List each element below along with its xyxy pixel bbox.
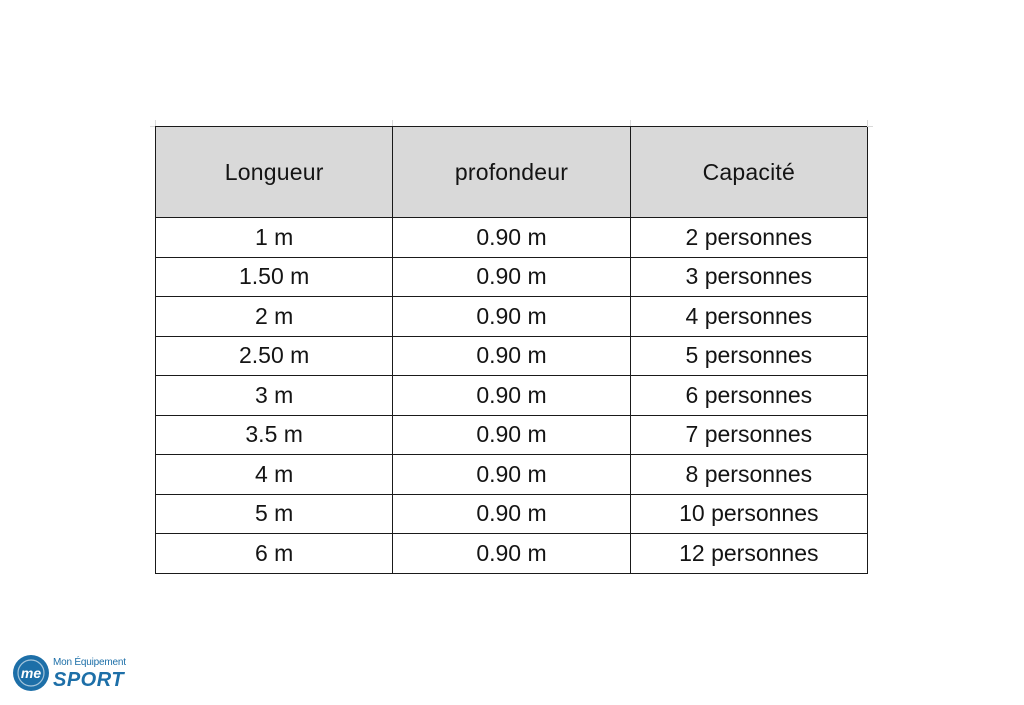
- cell-depth: 0.90 m: [393, 297, 630, 337]
- cell-depth: 0.90 m: [393, 218, 630, 258]
- cell-length: 3 m: [156, 376, 393, 416]
- cell-length: 1.50 m: [156, 257, 393, 297]
- table-row: [156, 218, 868, 258]
- cell-depth: 0.90 m: [393, 455, 630, 495]
- capacity-table-wrapper: [155, 126, 867, 574]
- cell-capacity: 6 personnes: [630, 376, 867, 416]
- gridline-stub: [155, 120, 156, 126]
- table-row: [156, 376, 868, 416]
- table-row: [156, 534, 868, 574]
- cell-capacity: 5 personnes: [630, 336, 867, 376]
- table-header-row: [156, 127, 868, 218]
- cell-capacity: 4 personnes: [630, 297, 867, 337]
- gridline-stub: [630, 120, 631, 126]
- cell-length: 5 m: [156, 494, 393, 534]
- cell-depth: 0.90 m: [393, 415, 630, 455]
- cell-capacity: 3 personnes: [630, 257, 867, 297]
- cell-capacity: 2 personnes: [630, 218, 867, 258]
- gridline-stub: [867, 120, 868, 126]
- cell-depth: 0.90 m: [393, 534, 630, 574]
- capacity-table: [155, 126, 868, 574]
- table-row: [156, 455, 868, 495]
- cell-length: 4 m: [156, 455, 393, 495]
- brand-tagline: Mon Équipement: [53, 657, 126, 668]
- brand-name: SPORT: [53, 669, 125, 691]
- cell-length: 3.5 m: [156, 415, 393, 455]
- gridline-stub: [392, 120, 393, 126]
- cell-capacity: 12 personnes: [630, 534, 867, 574]
- brand-logo: [12, 654, 132, 694]
- brand-mark-icon: [12, 654, 50, 692]
- header-depth: profondeur: [393, 127, 630, 218]
- cell-length: 2.50 m: [156, 336, 393, 376]
- cell-capacity: 10 personnes: [630, 494, 867, 534]
- cell-depth: 0.90 m: [393, 494, 630, 534]
- cell-length: 6 m: [156, 534, 393, 574]
- cell-depth: 0.90 m: [393, 336, 630, 376]
- cell-capacity: 8 personnes: [630, 455, 867, 495]
- header-capacity: Capacité: [630, 127, 867, 218]
- table-row: [156, 494, 868, 534]
- svg-text:me: me: [20, 665, 42, 681]
- cell-depth: 0.90 m: [393, 376, 630, 416]
- table-row: [156, 336, 868, 376]
- table-row: [156, 415, 868, 455]
- table-row: [156, 257, 868, 297]
- header-length: Longueur: [156, 127, 393, 218]
- gridline-stub: [867, 126, 873, 127]
- cell-length: 2 m: [156, 297, 393, 337]
- cell-capacity: 7 personnes: [630, 415, 867, 455]
- gridline-stub: [150, 126, 155, 127]
- table-row: [156, 297, 868, 337]
- cell-length: 1 m: [156, 218, 393, 258]
- cell-depth: 0.90 m: [393, 257, 630, 297]
